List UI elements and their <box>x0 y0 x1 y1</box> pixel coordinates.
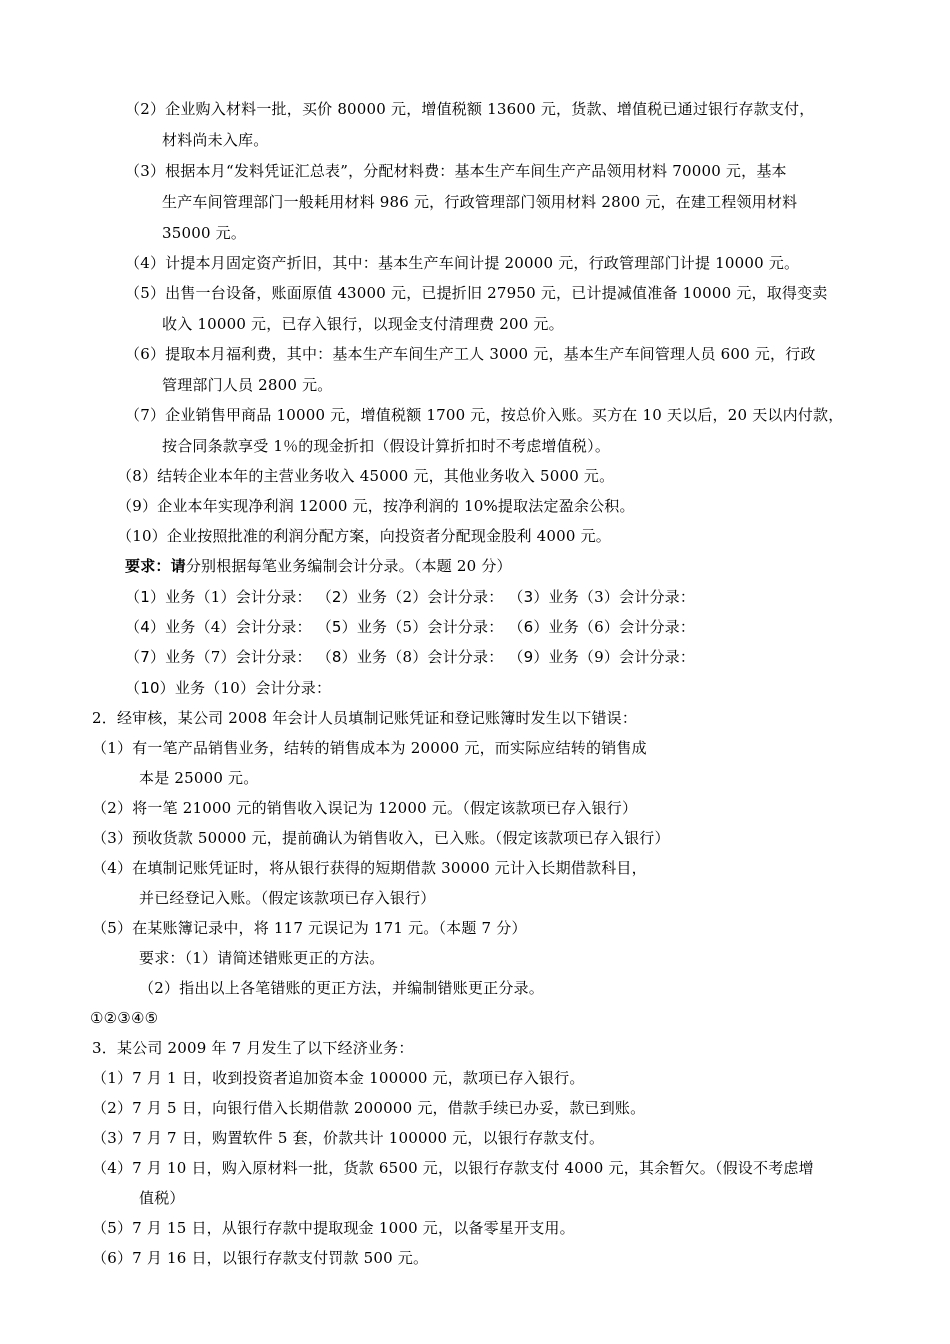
q1-item-5-line-2: 收入 10000 元，已存入银行，以现金支付清理费 200 元。 <box>162 315 564 333</box>
entry-label: 会计分录： <box>619 618 696 636</box>
q1-requirement-text: 分别根据每笔业务编制会计分录。（本题 20 分） <box>185 557 512 575</box>
q1-item-6-line-2: 管理部门人员 2800 元。 <box>162 376 333 394</box>
q1-item-2-line-2: 材料尚未入库。 <box>162 131 269 149</box>
q2-item-1-line-1: （1）有一笔产品销售业务，结转的销售成本为 20000 元，而实际应结转的销售成 <box>92 739 647 757</box>
q1-item-8: （8）结转企业本年的主营业务收入 45000 元，其他业务收入 5000 元。 <box>117 467 615 485</box>
entry-business: 业务（1） <box>165 588 236 606</box>
entry-row-1 <box>125 587 695 607</box>
entry-num: （6） <box>508 618 549 636</box>
q2-requirement-2: （2）指出以上各笔错账的更正方法，并编制错账更正分录。 <box>139 979 544 997</box>
q1-item-2-line-1: （2）企业购入材料一批，买价 80000 元，增值税额 13600 元，货款、增值税已通过银行存款支付， <box>125 100 815 118</box>
q1-item-3-line-1: （3）根据本月“发料凭证汇总表”，分配材料费：基本生产车间生产产品领用材料 70000 元，基本 <box>125 162 787 180</box>
entry-business: 业务（3） <box>548 588 620 606</box>
q1-item-7-line-2: 按合同条款享受 1％的现金折扣（假设计算折扣时不考虑增值税）。 <box>162 437 611 455</box>
entry-label: 会计分录： <box>235 588 312 606</box>
entry-business: 业务（4） <box>165 618 236 636</box>
entry-label: 会计分录： <box>235 618 312 636</box>
q2-item-4-line-1: （4）在填制记账凭证时，将从银行获得的短期借款 30000 元计入长期借款科目， <box>92 859 647 877</box>
q3-item-4-line-1: （4）7 月 10 日，购入原材料一批，货款 6500 元，以银行存款支付 4000 元，其余暂欠。（假设不考虑增 <box>92 1159 814 1177</box>
q1-item-9: （9）企业本年实现净利润 12000 元，按净利润的 10%提取法定盈余公积。 <box>117 497 635 515</box>
q2-item-3: （3）预收货款 50000 元，提前确认为销售收入，已入账。（假定该款项已存入银行） <box>92 829 670 847</box>
q1-item-5-line-1: （5）出售一台设备，账面原值 43000 元，已提折旧 27950 元，已计提减值准备 10000 元，取得变卖 <box>125 284 828 302</box>
entry-num: （10） <box>125 679 175 697</box>
entry-row-3 <box>125 647 695 667</box>
entry-label: 会计分录： <box>619 648 696 666</box>
entry-business: 业务（9） <box>548 648 620 666</box>
entry-num: （9） <box>508 648 549 666</box>
q1-item-7-line-1: （7）企业销售甲商品 10000 元，增值税额 1700 元，按总价入账。买方在 10 天以后，20 天以内付款， <box>125 406 844 424</box>
entry-business: 业务（6） <box>548 618 620 636</box>
entry-label: 会计分录： <box>235 648 312 666</box>
q1-requirement <box>125 556 512 576</box>
q3-item-6: （6）7 月 16 日，以银行存款支付罚款 500 元。 <box>92 1249 429 1267</box>
q3-item-5: （5）7 月 15 日，从银行存款中提取现金 1000 元，以备零星开支用。 <box>92 1219 575 1237</box>
entry-num: （7） <box>125 648 166 666</box>
q2-item-4-line-2: 并已经登记入账。（假定该款项已存入银行） <box>139 889 436 907</box>
entry-business: 业务（7） <box>165 648 236 666</box>
q1-item-3-line-3: 35000 元。 <box>162 224 247 242</box>
entry-row-2 <box>125 617 695 637</box>
circled-numbers: ①②③④⑤ <box>90 1009 159 1027</box>
entry-business: 业务（8） <box>356 648 428 666</box>
entry-row-4 <box>125 678 331 698</box>
q1-item-10: （10）企业按照批准的利润分配方案，向投资者分配现金股利 4000 元。 <box>117 527 611 545</box>
q2-title: 2．经审核，某公司 2008 年会计人员填制记账凭证和登记账簿时发生以下错误： <box>92 709 638 727</box>
q1-item-3-line-2: 生产车间管理部门一般耗用材料 986 元，行政管理部门领用材料 2800 元，在建工程领用材料 <box>162 193 798 211</box>
entry-label: 会计分录： <box>255 679 332 697</box>
entry-num: （8） <box>316 648 357 666</box>
q2-requirement-1: 要求：（1）请简述错账更正的方法。 <box>139 949 385 967</box>
q3-item-1: （1）7 月 1 日，收到投资者追加资本金 100000 元，款项已存入银行。 <box>92 1069 585 1087</box>
entry-business: 业务（5） <box>356 618 428 636</box>
entry-label: 会计分录： <box>619 588 696 606</box>
q1-requirement-label: 要求：请 <box>125 557 186 575</box>
entry-num: （5） <box>316 618 357 636</box>
entry-num: （2） <box>316 588 357 606</box>
q3-title: 3．某公司 2009 年 7 月发生了以下经济业务： <box>92 1039 414 1057</box>
entry-business: 业务（2） <box>356 588 428 606</box>
entry-label: 会计分录： <box>427 648 504 666</box>
q2-item-5: （5）在某账簿记录中，将 117 元误记为 171 元。（本题 7 分） <box>92 919 527 937</box>
q3-item-3: （3）7 月 7 日，购置软件 5 套，价款共计 100000 元，以银行存款支付。 <box>92 1129 605 1147</box>
q1-item-4: （4）计提本月固定资产折旧，其中：基本生产车间计提 20000 元，行政管理部门计提 10000 元。 <box>125 254 800 272</box>
q3-item-2: （2）7 月 5 日，向银行借入长期借款 200000 元，借款手续已办妥，款已到账。 <box>92 1099 646 1117</box>
q2-item-2: （2）将一笔 21000 元的销售收入误记为 12000 元。（假定该款项已存入银行） <box>92 799 638 817</box>
q1-item-6-line-1: （6）提取本月福利费，其中：基本生产车间生产工人 3000 元，基本生产车间管理人员 600 元，行政 <box>125 345 816 363</box>
entry-num: （3） <box>508 588 549 606</box>
q2-item-1-line-2: 本是 25000 元。 <box>139 769 259 787</box>
entry-label: 会计分录： <box>427 618 504 636</box>
entry-num: （4） <box>125 618 166 636</box>
q3-item-4-line-2: 值税） <box>139 1189 185 1207</box>
entry-business: 业务（10） <box>174 679 256 697</box>
entry-label: 会计分录： <box>427 588 504 606</box>
entry-num: （1） <box>125 588 166 606</box>
